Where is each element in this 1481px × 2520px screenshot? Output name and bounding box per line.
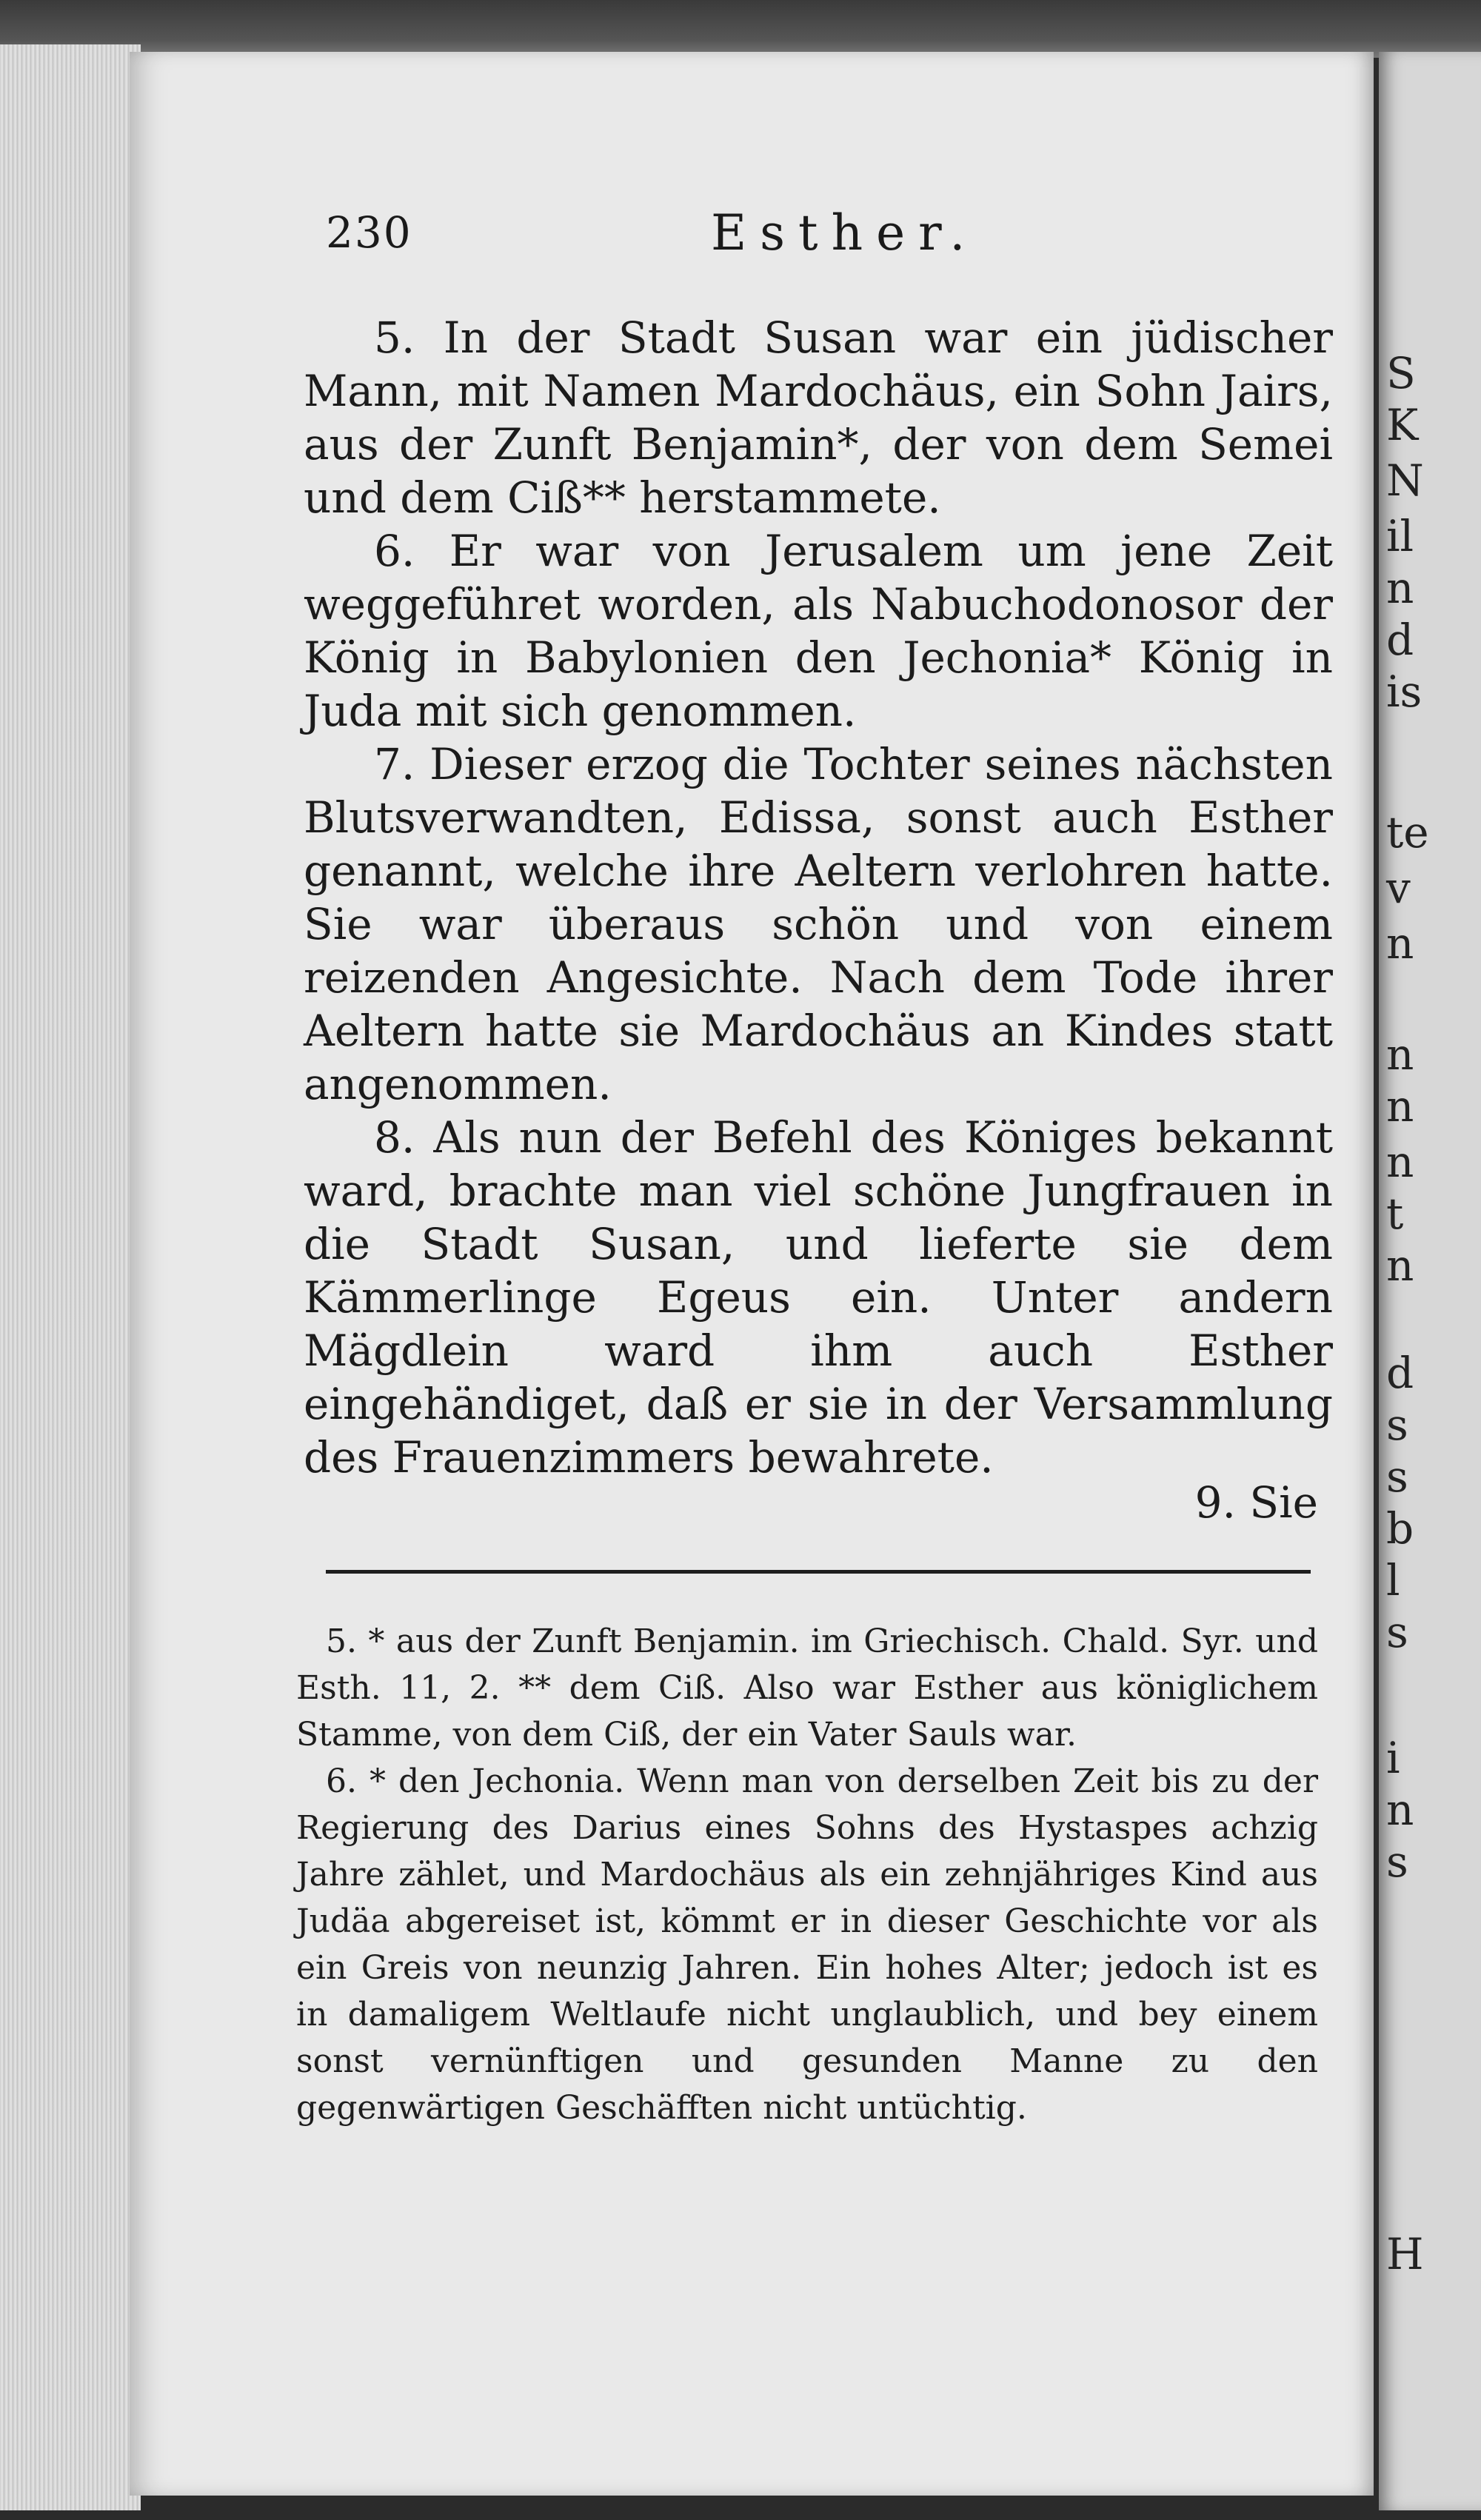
verse-paragraph: 6. Er war von Jerusalem um jene Zeit weggeführet worden, als Nabuchodonosor der König in Babylonien den Jechonia* König in Juda mit sich genommen. bbox=[304, 526, 1333, 736]
facing-page-text-fragment: is bbox=[1386, 666, 1423, 717]
facing-page-text-fragment: n bbox=[1386, 1081, 1414, 1132]
main-text-body bbox=[304, 311, 1333, 1484]
verse-paragraph: 5. In der Stadt Susan war ein jüdischer Mann, mit Namen Mardochäus, ein Sohn Jairs, aus der Zunft Benjamin*, der von dem Semei und dem Ciß** herstammete. bbox=[304, 313, 1333, 523]
facing-page-text-fragment: b bbox=[1386, 1503, 1414, 1554]
facing-page-text-fragment: d bbox=[1386, 615, 1414, 665]
catchword: 9. Sie bbox=[1194, 1477, 1318, 1528]
facing-page-text-fragment: s bbox=[1386, 1451, 1408, 1502]
verse-paragraph: 8. Als nun der Befehl des Königes bekannt ward, brachte man viel schöne Jungfrauen in die Stadt Susan, und lieferte sie dem Kämmerlinge Egeus ein. Unter andern Mägdlein ward ihm auch Esther eingehändiget, daß er sie in der Versammlung des Frauenzimmers bewahrete. bbox=[304, 1112, 1333, 1483]
facing-page-text-fragment: n bbox=[1386, 1137, 1414, 1187]
facing-page-text-fragment: s bbox=[1386, 1400, 1408, 1450]
facing-page-text-fragment: il bbox=[1386, 511, 1414, 561]
facing-page-text-fragment: s bbox=[1386, 1607, 1408, 1657]
verse-paragraph: 7. Dieser erzog die Tochter seines nächsten Blutsverwandten, Edissa, sonst auch Esther genannt, welche ihre Aeltern verlohren hatte. Sie war überaus schön und von einem reizenden Angesichte. Nach dem Tode ihrer Aeltern hatte sie Mardochäus an Kindes statt angenommen. bbox=[304, 739, 1333, 1109]
footnote-paragraph: 6. * den Jechonia. Wenn man von derselben Zeit bis zu der Regierung des Darius eines Sohns des Hystaspes achzig Jahre zählet, und Mardochäus als ein zehnjähriges Kind aus Judäa abgereiset ist, kömmt er in dieser Geschichte vor als ein Greis von neunzig Jahren. Ein hohes Alter; jedoch ist es in damaligem Weltlaufe nicht unglaublich, und bey einem sonst vernünftigen und gesunden Manne zu den gegenwärtigen Geschäfften nicht untüchtig. bbox=[296, 1762, 1318, 2127]
running-title: Esther. bbox=[711, 204, 979, 261]
facing-page-text-fragment: N bbox=[1386, 455, 1424, 506]
facing-page-text-fragment: S bbox=[1386, 348, 1416, 398]
page-header bbox=[326, 204, 1333, 267]
facing-page-text-fragment: n bbox=[1386, 1785, 1414, 1835]
facing-page-text-fragment: d bbox=[1386, 1348, 1414, 1398]
footnote-paragraph: 5. * aus der Zunft Benjamin. im Griechisch. Chald. Syr. und Esth. 11, 2. ** dem Ciß. Also war Esther aus königlichem Stamme, von dem Ciß, der ein Vater Sauls war. bbox=[296, 1622, 1318, 1754]
facing-page-text-fragment: t bbox=[1386, 1189, 1404, 1239]
footnotes bbox=[296, 1618, 1318, 2131]
page-number: 230 bbox=[326, 207, 412, 258]
facing-page-text-fragment: s bbox=[1386, 1836, 1408, 1887]
footnote-divider bbox=[326, 1570, 1311, 1574]
facing-page-text-fragment: n bbox=[1386, 1240, 1414, 1291]
page-stack-edges bbox=[0, 44, 141, 2510]
facing-page-text-fragment: v bbox=[1386, 863, 1411, 913]
facing-page-text-fragment: H bbox=[1386, 2229, 1424, 2279]
facing-page-text-fragment: n bbox=[1386, 918, 1414, 969]
facing-page-edge bbox=[1379, 52, 1481, 2510]
facing-page-text-fragment: i bbox=[1386, 1733, 1400, 1783]
facing-page-text-fragment: K bbox=[1386, 400, 1419, 450]
facing-page-text-fragment: n bbox=[1386, 563, 1414, 613]
facing-page-text-fragment: l bbox=[1386, 1555, 1400, 1605]
facing-page-text-fragment: te bbox=[1386, 807, 1429, 858]
facing-page-text-fragment: n bbox=[1386, 1029, 1414, 1080]
book-cover-edge bbox=[0, 0, 1481, 58]
